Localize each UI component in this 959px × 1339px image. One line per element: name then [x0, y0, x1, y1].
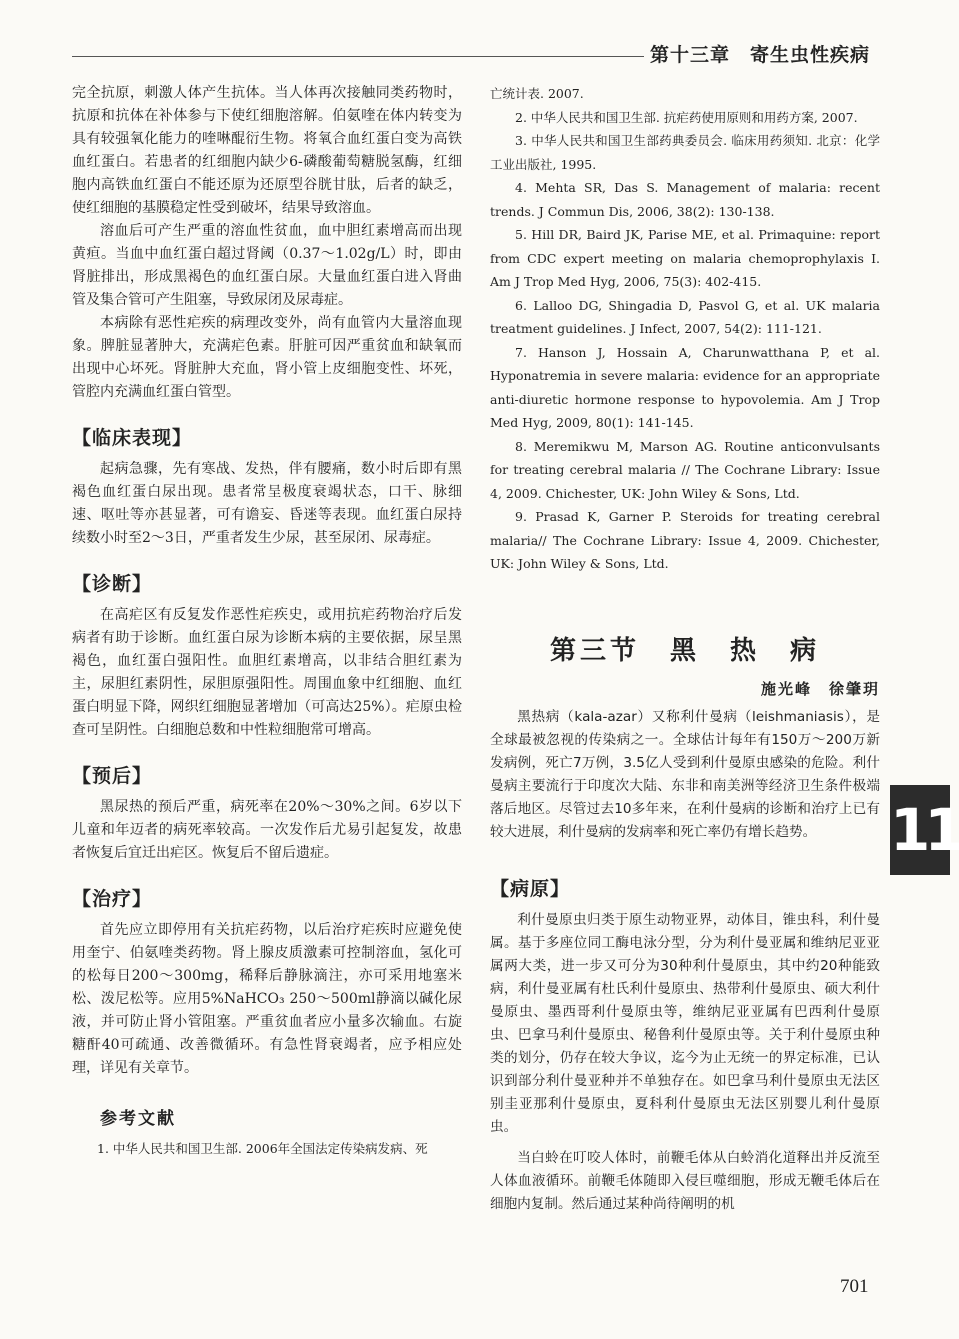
paragraph: 溶血后可产生严重的溶血性贫血，血中胆红素增高而出现黄疸。当血中血红蛋白超过肾阈（0.37～1.02g/L）时，即由肾脏排出，形成黑褐色的血红蛋白尿。大量血红蛋白进入肾曲管及集合管可产生阻塞，导致尿闭及尿毒症。 — [72, 223, 462, 308]
reference-item: 3. 中华人民共和国卫生部药典委员会. 临床用药须知. 北京：化学工业出版社, 1995. — [490, 133, 880, 172]
reference-item-continued: 亡统计表. 2007. — [490, 86, 584, 101]
reference-item: 1. 中华人民共和国卫生部. 2006年全国法定传染病发病、死 — [97, 1141, 428, 1156]
right-column-body — [490, 706, 880, 1216]
reference-item: 2. 中华人民共和国卫生部. 抗疟药使用原则和用药方案, 2007. — [515, 109, 858, 125]
authors: 施光峰 徐肇玥 — [760, 680, 880, 698]
paragraph: 本病除有恶性疟疾的病理改变外，尚有血管内大量溶血现象。脾脏显著肿大，充满疟色素。肝脏可因严重贫血和缺氧而出现中心坏死。肾脏肿大充血，肾小管上皮细胞变性、坏死，管腔内充满血红蛋白管型。 — [72, 315, 462, 400]
reference-item: 7. Hanson J, Hossain A, Charunwatthana P, et al. Hyponatremia in severe malaria: evidence for an appropriate anti-diuretic hormone response to hypovolemia. Am J Trop Med Hyg, 2009, 80(1): 141-145. — [490, 344, 880, 430]
section-heading-etiology: 【病原】 — [490, 878, 571, 900]
page-number: 701 — [840, 1276, 869, 1297]
section-body-clinical: 起病急骤，先有寒战、发热，伴有腰痛，数小时后即有黑褐色血红蛋白尿出现。患者常呈极度衰竭状态，口干、脉细速、呕吐等亦甚显著，可有谵妄、昏迷等表现。血红蛋白尿持续数小时至2～3日，严重者发生少尿，甚至尿闭、尿毒症。 — [72, 461, 462, 546]
paragraph: 完全抗原，刺激人体产生抗体。当人体再次接触同类药物时，抗原和抗体在补体参与下使红细胞溶解。伯氨喹在体内转变为具有较强氧化能力的喹啉醌衍生物。将氧合血红蛋白变为高铁血红蛋白。若患者的红细胞内缺少6-磷酸葡萄糖脱氢酶，红细胞内高铁血红蛋白不能还原为还原型谷胱甘肽，后者的缺乏，使红细胞的基膜稳定性受到破坏，结果导致溶血。 — [72, 85, 462, 216]
section-title: 第三节 黑 热 病 — [549, 636, 820, 666]
intro-paragraph: 黑热病（kala-azar）又称利什曼病（leishmaniasis），是全球最被忽视的传染病之一。全球估计每年有150万～200万新发病例，死亡7万例，3.5亿人受到利什曼原虫感染的危险。利什曼病主要流行于印度次大陆、东非和南美洲等经济卫生条件极端落后地区。尽管过去10多年来，在利什曼病的诊断和治疗上已有较大进展，利什曼病的发病率和死亡率仍有增长趋势。 — [490, 709, 880, 840]
paragraph: 利什曼原虫归类于原生动物亚界，动体目，锥虫科，利什曼属。基于多座位同工酶电泳分型，分为利什曼亚属和维纳尼亚亚属两大类，进一步又可分为30种利什曼原虫，其中约20种能致病，利什曼亚属有杜氏利什曼原虫、热带利什曼原虫、硕大利什曼原虫、墨西哥利什曼原虫等，维纳尼亚亚属有巴西利什曼原虫、巴拿马利什曼原虫、秘鲁利什曼原虫等。关于利什曼原虫种类的划分，仍存在较大争议，迄今为止无统一的界定标准，已认识到部分利什曼亚种并不单独存在。如巴拿马利什曼原虫无法区别圭亚那利什曼原虫，夏科利什曼原虫无法区别婴儿利什曼原虫。 — [490, 912, 880, 1135]
chapter-title: 第十三章 寄生虫性疾病 — [650, 44, 871, 66]
paragraph: 当白蛉在叮咬人体时，前鞭毛体从白蛉消化道释出并反流至人体血液循环。前鞭毛体随即入侵巨噬细胞，形成无鞭毛体后在细胞内复制。然后通过某种尚待阐明的机 — [490, 1150, 880, 1212]
section-body-diagnosis: 在高疟区有反复发作恶性疟疾史，或用抗疟药物治疗后发病者有助于诊断。血红蛋白尿为诊断本病的主要依据，尿呈黑褐色，血红蛋白强阳性。血胆红素增高，以非结合胆红素为主，尿胆红素阴性，尿胆原强阳性。周围血象中红细胞、血红蛋白明显下降，网织红细胞显著增加（可高达25%）。疟原虫检查可呈阴性。白细胞总数和中性粒细胞常可增高。 — [72, 607, 462, 738]
reference-item: 8. Meremikwu M, Marson AG. Routine anticonvulsants for treating cerebral malaria // The Cochrane Library: Issue 4, 2009. Chichester, UK: John Wiley & Sons, Ltd. — [490, 438, 880, 501]
reference-item: 9. Prasad K, Garner P. Steroids for treating cerebral malaria// The Cochrane Library: Issue 4, 2009. Chichester, UK: John Wiley & Sons, Ltd. — [490, 509, 880, 571]
reference-item: 6. Lalloo DG, Shingadia D, Pasvol G, et al. UK malaria treatment guidelines. J Infect, 2007, 54(2): 111-121. — [490, 297, 880, 336]
right-column-references — [490, 82, 880, 576]
section-heading-prognosis: 【预后】 — [72, 765, 153, 787]
section-heading-diagnosis: 【诊断】 — [72, 573, 153, 595]
section-heading-treatment: 【治疗】 — [72, 888, 153, 910]
reference-item: 4. Mehta SR, Das S. Management of malaria: recent trends. J Commun Dis, 2006, 38(2): 130-138. — [490, 180, 880, 219]
reference-item: 5. Hill DR, Baird JK, Parise ME, et al. Primaquine: report from CDC expert meeting on malaria chemoprophylaxis I. Am J Trop Med Hyg, 2006, 75(3): 402-415. — [490, 227, 880, 289]
header-rule — [72, 56, 644, 57]
section-body-treatment: 首先应立即停用有关抗疟药物，以后治疗疟疾时应避免使用奎宁、伯氨喹类药物。肾上腺皮质激素可控制溶血，氢化可的松每日200～300mg，稀释后静脉滴注，亦可采用地塞米松、泼尼松等。应用5%NaHCO₃ 250～500ml静滴以碱化尿液，并可防止肾小管阻塞。严重贫血者应小量多次输血。右旋糖酐40可疏通、改善微循环。有急性肾衰竭者，应予相应处理，详见有关章节。 — [72, 922, 462, 1076]
left-column — [72, 82, 462, 1161]
references-title: 参考文献 — [100, 1109, 176, 1129]
section-body-prognosis: 黑尿热的预后严重，病死率在20%～30%之间。6岁以下儿童和年迈者的病死率较高。一次发作后尤易引起复发，故患者恢复后宜迁出疟区。恢复后不留后遗症。 — [72, 799, 462, 861]
chapter-tab: 11 — [890, 785, 950, 875]
section-heading-clinical: 【临床表现】 — [72, 427, 193, 449]
